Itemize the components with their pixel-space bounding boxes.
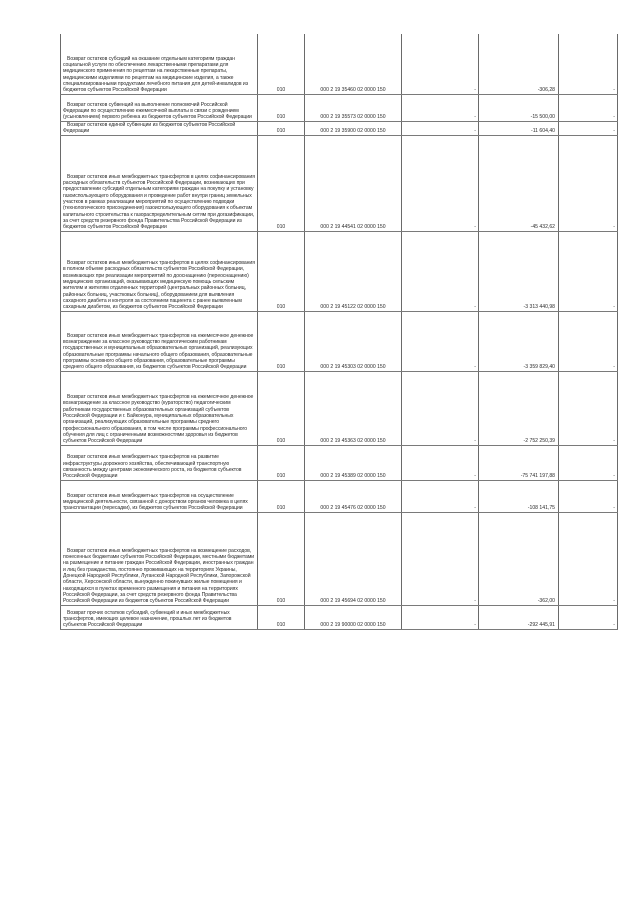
table-body bbox=[61, 34, 618, 629]
row-unexecuted bbox=[559, 135, 618, 231]
row-approved bbox=[402, 135, 479, 231]
row-name: Возврат остатков единой субвенции из бюджетов субъектов Российской Федерации bbox=[61, 121, 258, 135]
row-unexecuted bbox=[559, 311, 618, 371]
row-unexecuted bbox=[559, 480, 618, 512]
unexecuted-dash: - bbox=[613, 622, 615, 629]
approved-dash: - bbox=[474, 364, 476, 371]
table-row bbox=[61, 445, 618, 480]
row-budget-code: 000 2 19 35573 02 0000 150 bbox=[305, 94, 402, 121]
approved-dash: - bbox=[474, 505, 476, 512]
row-approved bbox=[402, 445, 479, 480]
row-unexecuted bbox=[559, 371, 618, 445]
row-unexecuted bbox=[559, 445, 618, 480]
unexecuted-dash: - bbox=[613, 473, 615, 480]
unexecuted-dash: - bbox=[613, 114, 615, 121]
row-approved bbox=[402, 94, 479, 121]
table-row bbox=[61, 371, 618, 445]
unexecuted-dash: - bbox=[613, 224, 615, 231]
row-executed: -11 604,40 bbox=[479, 121, 559, 135]
row-name: Возврат остатков иных межбюджетных трансфертов на осуществление медицинской деятельности, связанной с донорством органов человека в целях трансплантации (пересадки), из бюджетов субъектов Российской Федерации bbox=[61, 480, 258, 512]
row-line-code: 010 bbox=[258, 231, 305, 311]
row-name: Возврат остатков иных межбюджетных трансфертов на ежемесячное денежное вознаграждение за классное руководство (кураторство) педагогическим работникам государственных образовательных организаций субъектов Российской Федерации и г. Байконура, муниципальных образовательных организаций, реализующих образовательные программы среднего профессионального образования, в том числе программы профессионального обучения для лиц с ограниченными возможностями здоровья из бюджетов субъектов Российской Федерации bbox=[61, 371, 258, 445]
row-budget-code: 000 2 19 90000 02 0000 150 bbox=[305, 605, 402, 629]
row-line-code: 010 bbox=[258, 605, 305, 629]
unexecuted-dash: - bbox=[613, 598, 615, 605]
unexecuted-dash: - bbox=[613, 364, 615, 371]
row-budget-code: 000 2 19 35900 02 0000 150 bbox=[305, 121, 402, 135]
approved-dash: - bbox=[474, 473, 476, 480]
row-approved bbox=[402, 371, 479, 445]
row-line-code: 010 bbox=[258, 135, 305, 231]
row-executed: -362,00 bbox=[479, 512, 559, 605]
table-row bbox=[61, 231, 618, 311]
row-line-code: 010 bbox=[258, 94, 305, 121]
row-name: Возврат остатков иных межбюджетных трансфертов в целях софинансирования в полном объеме расходных обязательств субъектов Российской Федерации, возникающих при реализации мероприятий по дооснащению (переоснащению) медицинских организаций, оказывающих медицинскую помощь сельским жителям и жителям отдаленных территорий (центральных районных больниц, районных больниц, участковых больниц), оборудованием для выявления сахарного диабета и контроля за состоянием пациента с ранее выявленным сахарным диабетом, из бюджетов субъектов Российской Федерации bbox=[61, 231, 258, 311]
table-row bbox=[61, 34, 618, 94]
row-budget-code: 000 2 19 45476 02 0000 150 bbox=[305, 480, 402, 512]
approved-dash: - bbox=[474, 87, 476, 94]
row-line-code: 010 bbox=[258, 512, 305, 605]
table-row bbox=[61, 121, 618, 135]
row-executed: -108 141,75 bbox=[479, 480, 559, 512]
row-budget-code: 000 2 19 35460 02 0000 150 bbox=[305, 34, 402, 94]
approved-dash: - bbox=[474, 128, 476, 135]
row-executed: -3 359 829,40 bbox=[479, 311, 559, 371]
row-approved bbox=[402, 231, 479, 311]
unexecuted-dash: - bbox=[613, 128, 615, 135]
row-line-code: 010 bbox=[258, 311, 305, 371]
approved-dash: - bbox=[474, 622, 476, 629]
row-executed: -45 432,62 bbox=[479, 135, 559, 231]
row-approved bbox=[402, 34, 479, 94]
row-name: Возврат остатков иных межбюджетных трансфертов на развитие инфраструктуры дорожного хозяйства, обеспечивающей транспортную связанность между центрами экономического роста, из бюджетов субъектов Российской Федерации bbox=[61, 445, 258, 480]
table-row bbox=[61, 311, 618, 371]
row-line-code: 010 bbox=[258, 371, 305, 445]
approved-dash: - bbox=[474, 304, 476, 311]
row-executed: -15 500,00 bbox=[479, 94, 559, 121]
row-approved bbox=[402, 121, 479, 135]
row-budget-code: 000 2 19 45389 02 0000 150 bbox=[305, 445, 402, 480]
row-unexecuted bbox=[559, 231, 618, 311]
row-approved bbox=[402, 480, 479, 512]
table-row bbox=[61, 94, 618, 121]
row-line-code: 010 bbox=[258, 121, 305, 135]
row-unexecuted bbox=[559, 94, 618, 121]
row-approved bbox=[402, 512, 479, 605]
row-approved bbox=[402, 605, 479, 629]
row-name: Возврат остатков субсидий на оказание отдельным категориям граждан социальной услуги по обеспечению лекарственными препаратами для медицинского применения по рецептам на лекарственные препараты, медицинскими изделиями по рецептам на медицинские изделия, а также специализированными продуктами лечебного питания для детей-инвалидов из бюджетов субъектов Российской Федерации bbox=[61, 34, 258, 94]
table-row bbox=[61, 512, 618, 605]
unexecuted-dash: - bbox=[613, 304, 615, 311]
row-unexecuted bbox=[559, 121, 618, 135]
unexecuted-dash: - bbox=[613, 505, 615, 512]
table-row bbox=[61, 480, 618, 512]
row-budget-code: 000 2 19 45303 02 0000 150 bbox=[305, 311, 402, 371]
row-unexecuted bbox=[559, 512, 618, 605]
row-approved bbox=[402, 311, 479, 371]
table-row bbox=[61, 605, 618, 629]
approved-dash: - bbox=[474, 598, 476, 605]
row-unexecuted bbox=[559, 34, 618, 94]
row-executed: -292 445,91 bbox=[479, 605, 559, 629]
row-budget-code: 000 2 19 45122 02 0000 150 bbox=[305, 231, 402, 311]
row-line-code: 010 bbox=[258, 445, 305, 480]
row-budget-code: 000 2 19 45363 02 0000 150 bbox=[305, 371, 402, 445]
approved-dash: - bbox=[474, 224, 476, 231]
row-name: Возврат остатков субвенций на выполнение полномочий Российской Федерации по осуществлению ежемесячной выплаты в связи с рождением (усыновлением) первого ребенка из бюджетов субъектов Российской Федерации bbox=[61, 94, 258, 121]
row-executed: -75 741 197,88 bbox=[479, 445, 559, 480]
row-executed: -2 752 250,39 bbox=[479, 371, 559, 445]
row-name: Возврат остатков иных межбюджетных трансфертов в целях софинансирования расходных обязательств субъектов Российской Федерации, возникающих при предоставлении субсидий отдельным категориям граждан на покупку и установку газоиспользующего оборудования и проведение работ внутри границ земельных участков в рамках реализации мероприятий по осуществлению подводки (технологического присоединения) газоиспользующего оборудования к объектам капитального строительства к газораспределительным сетям при догазификации, за счет средств резервного фонда Правительства Российской Федерации из бюджетов субъектов Российской Федерации bbox=[61, 135, 258, 231]
unexecuted-dash: - bbox=[613, 438, 615, 445]
row-name: Возврат остатков иных межбюджетных трансфертов на возмещение расходов, понесенных бюджетами субъектов Российской Федерации, местными бюджетами на размещение и питание граждан Российской Федерации, иностранных граждан и лиц без гражданства, постоянно проживающих на территориях Украины, Донецкой Народной Республики, Луганской Народной Республики, Запорожской области, Херсонской области, вынужденно покинувших жилые помещения и находящихся в пунктах временного размещения и питания на территориях Российской Федерации, за счет средств резервного фонда Правительства Российской Федерации из бюджетов субъектов Российской Федерации bbox=[61, 512, 258, 605]
approved-dash: - bbox=[474, 438, 476, 445]
row-executed: -3 313 440,98 bbox=[479, 231, 559, 311]
row-line-code: 010 bbox=[258, 480, 305, 512]
row-budget-code: 000 2 19 45694 02 0000 150 bbox=[305, 512, 402, 605]
row-name: Возврат остатков иных межбюджетных трансфертов на ежемесячное денежное вознаграждение за классное руководство педагогическим работникам государственных и муниципальных образовательных организаций, реализующих образовательные программы начального общего образования, образовательные программы основного общего образования, образовательные программы среднего общего образования, из бюджетов субъектов Российской Федерации bbox=[61, 311, 258, 371]
approved-dash: - bbox=[474, 114, 476, 121]
revenue-returns-table bbox=[60, 34, 618, 630]
row-line-code: 010 bbox=[258, 34, 305, 94]
row-executed: -306,28 bbox=[479, 34, 559, 94]
row-budget-code: 000 2 19 44541 02 0000 150 bbox=[305, 135, 402, 231]
row-unexecuted bbox=[559, 605, 618, 629]
unexecuted-dash: - bbox=[613, 87, 615, 94]
row-name: Возврат прочих остатков субсидий, субвенций и иных межбюджетных трансфертов, имеющих целевое назначение, прошлых лет из бюджетов субъектов Российской Федерации bbox=[61, 605, 258, 629]
table-row bbox=[61, 135, 618, 231]
